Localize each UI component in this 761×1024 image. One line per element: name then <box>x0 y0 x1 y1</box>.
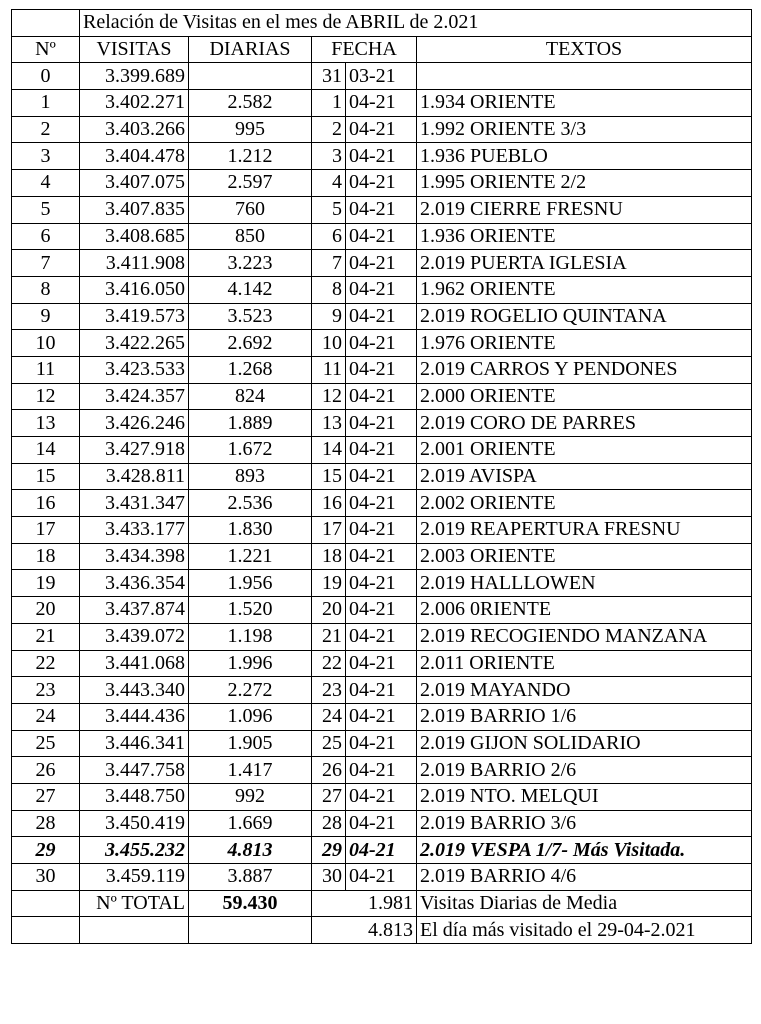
fecha-day-cell: 9 <box>312 303 346 330</box>
diarias-cell: 2.692 <box>189 330 312 357</box>
diarias-cell: 2.582 <box>189 90 312 117</box>
texto-cell: 2.019 MAYANDO <box>417 677 752 704</box>
fecha-month-cell: 04-21 <box>346 730 417 757</box>
texto-cell: 2.019 BARRIO 1/6 <box>417 703 752 730</box>
fecha-day-cell: 1 <box>312 90 346 117</box>
row-number: 21 <box>12 623 80 650</box>
fecha-month-cell: 04-21 <box>346 757 417 784</box>
visitas-cell: 3.444.436 <box>80 703 189 730</box>
visitas-cell: 3.446.341 <box>80 730 189 757</box>
max-row <box>12 917 752 944</box>
visitas-cell: 3.459.119 <box>80 864 189 891</box>
row-number: 18 <box>12 543 80 570</box>
table-row <box>12 623 752 650</box>
texto-cell: 2.000 ORIENTE <box>417 383 752 410</box>
max-value: 4.813 <box>312 917 417 944</box>
fecha-month-cell: 04-21 <box>346 810 417 837</box>
fecha-day-cell: 30 <box>312 864 346 891</box>
fecha-day-cell: 26 <box>312 757 346 784</box>
table-row <box>12 437 752 464</box>
table-row <box>12 383 752 410</box>
row-number: 27 <box>12 783 80 810</box>
fecha-day-cell: 19 <box>312 570 346 597</box>
total-blank-cell <box>12 890 80 917</box>
visitas-cell: 3.450.419 <box>80 810 189 837</box>
diarias-cell <box>189 63 312 90</box>
fecha-month-cell: 04-21 <box>346 196 417 223</box>
fecha-month-cell: 04-21 <box>346 330 417 357</box>
fecha-day-cell: 5 <box>312 196 346 223</box>
fecha-day-cell: 17 <box>312 517 346 544</box>
table-row <box>12 570 752 597</box>
texto-cell: 2.019 AVISPA <box>417 463 752 490</box>
table-row <box>12 490 752 517</box>
fecha-month-cell: 04-21 <box>346 356 417 383</box>
table-row <box>12 837 752 864</box>
fecha-day-cell: 14 <box>312 437 346 464</box>
fecha-day-cell: 13 <box>312 410 346 437</box>
visitas-cell: 3.431.347 <box>80 490 189 517</box>
header-textos: TEXTOS <box>417 36 752 63</box>
row-number: 16 <box>12 490 80 517</box>
row-number: 29 <box>12 837 80 864</box>
fecha-day-cell: 25 <box>312 730 346 757</box>
diarias-cell: 1.905 <box>189 730 312 757</box>
fecha-month-cell: 04-21 <box>346 116 417 143</box>
fecha-day-cell: 2 <box>312 116 346 143</box>
fecha-day-cell: 31 <box>312 63 346 90</box>
diarias-cell: 1.956 <box>189 570 312 597</box>
texto-cell: 1.992 ORIENTE 3/3 <box>417 116 752 143</box>
visitas-cell: 3.427.918 <box>80 437 189 464</box>
visitas-cell: 3.455.232 <box>80 837 189 864</box>
fecha-day-cell: 29 <box>312 837 346 864</box>
title-blank-cell <box>12 10 80 37</box>
visitas-cell: 3.423.533 <box>80 356 189 383</box>
diarias-cell: 3.223 <box>189 250 312 277</box>
fecha-day-cell: 15 <box>312 463 346 490</box>
diarias-cell: 1.996 <box>189 650 312 677</box>
table-row <box>12 143 752 170</box>
diarias-cell: 4.142 <box>189 276 312 303</box>
row-number: 12 <box>12 383 80 410</box>
fecha-month-cell: 04-21 <box>346 623 417 650</box>
row-number: 7 <box>12 250 80 277</box>
row-number: 28 <box>12 810 80 837</box>
fecha-day-cell: 4 <box>312 170 346 197</box>
fecha-day-cell: 23 <box>312 677 346 704</box>
diarias-cell: 4.813 <box>189 837 312 864</box>
diarias-cell: 824 <box>189 383 312 410</box>
row-number: 2 <box>12 116 80 143</box>
diarias-cell: 1.889 <box>189 410 312 437</box>
table-row <box>12 116 752 143</box>
fecha-day-cell: 18 <box>312 543 346 570</box>
max-blank-cell-2 <box>80 917 189 944</box>
fecha-month-cell: 04-21 <box>346 703 417 730</box>
fecha-day-cell: 12 <box>312 383 346 410</box>
table-row <box>12 757 752 784</box>
fecha-day-cell: 28 <box>312 810 346 837</box>
fecha-month-cell: 04-21 <box>346 677 417 704</box>
texto-cell: 2.019 ROGELIO QUINTANA <box>417 303 752 330</box>
diarias-cell: 3.887 <box>189 864 312 891</box>
visitas-cell: 3.403.266 <box>80 116 189 143</box>
visitas-cell: 3.434.398 <box>80 543 189 570</box>
table-row <box>12 303 752 330</box>
table-row <box>12 677 752 704</box>
diarias-cell: 1.198 <box>189 623 312 650</box>
row-number: 24 <box>12 703 80 730</box>
visitas-cell: 3.441.068 <box>80 650 189 677</box>
max-text: El día más visitado el 29-04-2.021 <box>417 917 752 944</box>
diarias-cell: 992 <box>189 783 312 810</box>
diarias-cell: 3.523 <box>189 303 312 330</box>
row-number: 13 <box>12 410 80 437</box>
visitas-cell: 3.407.075 <box>80 170 189 197</box>
table-row <box>12 783 752 810</box>
table-row <box>12 276 752 303</box>
table-row <box>12 356 752 383</box>
row-number: 5 <box>12 196 80 223</box>
fecha-month-cell: 04-21 <box>346 303 417 330</box>
texto-cell: 1.962 ORIENTE <box>417 276 752 303</box>
title-row <box>12 10 752 37</box>
row-number: 10 <box>12 330 80 357</box>
visitas-cell: 3.407.835 <box>80 196 189 223</box>
fecha-month-cell: 04-21 <box>346 864 417 891</box>
fecha-month-cell: 04-21 <box>346 463 417 490</box>
table-row <box>12 703 752 730</box>
row-number: 8 <box>12 276 80 303</box>
row-number: 30 <box>12 864 80 891</box>
texto-cell: 1.936 ORIENTE <box>417 223 752 250</box>
diarias-cell: 1.212 <box>189 143 312 170</box>
table-row <box>12 223 752 250</box>
visitas-cell: 3.443.340 <box>80 677 189 704</box>
texto-cell: 1.936 PUEBLO <box>417 143 752 170</box>
fecha-month-cell: 04-21 <box>346 223 417 250</box>
diarias-cell: 1.221 <box>189 543 312 570</box>
texto-cell: 2.002 ORIENTE <box>417 490 752 517</box>
fecha-month-cell: 04-21 <box>346 837 417 864</box>
table-title: Relación de Visitas en el mes de ABRIL de 2.021 <box>80 10 752 37</box>
texto-cell: 2.003 ORIENTE <box>417 543 752 570</box>
texto-cell: 2.019 CORO DE PARRES <box>417 410 752 437</box>
row-number: 22 <box>12 650 80 677</box>
table-row <box>12 250 752 277</box>
texto-cell: 2.001 ORIENTE <box>417 437 752 464</box>
row-number: 0 <box>12 63 80 90</box>
fecha-month-cell: 04-21 <box>346 170 417 197</box>
fecha-month-cell: 04-21 <box>346 650 417 677</box>
fecha-day-cell: 8 <box>312 276 346 303</box>
row-number: 15 <box>12 463 80 490</box>
texto-cell: 2.019 CIERRE FRESNU <box>417 196 752 223</box>
row-number: 25 <box>12 730 80 757</box>
diarias-cell: 760 <box>189 196 312 223</box>
diarias-cell: 1.096 <box>189 703 312 730</box>
texto-cell: 2.019 BARRIO 3/6 <box>417 810 752 837</box>
visitas-cell: 3.408.685 <box>80 223 189 250</box>
average-value: 1.981 <box>312 890 417 917</box>
table-row <box>12 597 752 624</box>
row-number: 3 <box>12 143 80 170</box>
visitas-cell: 3.447.758 <box>80 757 189 784</box>
visitas-cell: 3.399.689 <box>80 63 189 90</box>
visitas-cell: 3.448.750 <box>80 783 189 810</box>
header-diarias: DIARIAS <box>189 36 312 63</box>
texto-cell: 2.019 PUERTA IGLESIA <box>417 250 752 277</box>
row-number: 9 <box>12 303 80 330</box>
fecha-day-cell: 3 <box>312 143 346 170</box>
texto-cell: 2.011 ORIENTE <box>417 650 752 677</box>
visitas-cell: 3.439.072 <box>80 623 189 650</box>
table-row <box>12 330 752 357</box>
table-row <box>12 810 752 837</box>
max-blank-cell-1 <box>12 917 80 944</box>
fecha-day-cell: 27 <box>312 783 346 810</box>
fecha-day-cell: 24 <box>312 703 346 730</box>
max-blank-cell-3 <box>189 917 312 944</box>
header-row <box>12 36 752 63</box>
fecha-month-cell: 04-21 <box>346 276 417 303</box>
diarias-cell: 1.268 <box>189 356 312 383</box>
texto-cell: 2.019 CARROS Y PENDONES <box>417 356 752 383</box>
diarias-cell: 893 <box>189 463 312 490</box>
fecha-month-cell: 04-21 <box>346 383 417 410</box>
visitas-cell: 3.416.050 <box>80 276 189 303</box>
total-value: 59.430 <box>189 890 312 917</box>
total-label: Nº TOTAL <box>80 890 189 917</box>
diarias-cell: 1.417 <box>189 757 312 784</box>
row-number: 26 <box>12 757 80 784</box>
texto-cell: 1.934 ORIENTE <box>417 90 752 117</box>
visitas-cell: 3.428.811 <box>80 463 189 490</box>
fecha-month-cell: 04-21 <box>346 490 417 517</box>
texto-cell: 2.019 BARRIO 2/6 <box>417 757 752 784</box>
visitas-cell: 3.424.357 <box>80 383 189 410</box>
fecha-month-cell: 04-21 <box>346 597 417 624</box>
visitas-cell: 3.419.573 <box>80 303 189 330</box>
texto-cell: 1.995 ORIENTE 2/2 <box>417 170 752 197</box>
table-row <box>12 63 752 90</box>
texto-cell: 2.019 NTO. MELQUI <box>417 783 752 810</box>
fecha-day-cell: 16 <box>312 490 346 517</box>
fecha-month-cell: 04-21 <box>346 90 417 117</box>
texto-cell: 2.019 BARRIO 4/6 <box>417 864 752 891</box>
row-number: 19 <box>12 570 80 597</box>
fecha-month-cell: 04-21 <box>346 543 417 570</box>
diarias-cell: 1.520 <box>189 597 312 624</box>
fecha-day-cell: 7 <box>312 250 346 277</box>
texto-cell: 2.019 VESPA 1/7- Más Visitada. <box>417 837 752 864</box>
diarias-cell: 2.536 <box>189 490 312 517</box>
texto-cell: 2.019 HALLLOWEN <box>417 570 752 597</box>
fecha-month-cell: 04-21 <box>346 517 417 544</box>
visitas-cell: 3.437.874 <box>80 597 189 624</box>
table-row <box>12 864 752 891</box>
visitas-cell: 3.422.265 <box>80 330 189 357</box>
visitas-cell: 3.433.177 <box>80 517 189 544</box>
row-number: 17 <box>12 517 80 544</box>
diarias-cell: 1.672 <box>189 437 312 464</box>
fecha-month-cell: 04-21 <box>346 410 417 437</box>
table-row <box>12 170 752 197</box>
fecha-month-cell: 04-21 <box>346 570 417 597</box>
header-n: Nº <box>12 36 80 63</box>
table-row <box>12 543 752 570</box>
texto-cell <box>417 63 752 90</box>
row-number: 14 <box>12 437 80 464</box>
diarias-cell: 2.272 <box>189 677 312 704</box>
row-number: 20 <box>12 597 80 624</box>
fecha-day-cell: 6 <box>312 223 346 250</box>
fecha-day-cell: 21 <box>312 623 346 650</box>
visitas-cell: 3.402.271 <box>80 90 189 117</box>
fecha-month-cell: 03-21 <box>346 63 417 90</box>
diarias-cell: 850 <box>189 223 312 250</box>
fecha-day-cell: 20 <box>312 597 346 624</box>
visitas-cell: 3.404.478 <box>80 143 189 170</box>
fecha-month-cell: 04-21 <box>346 250 417 277</box>
row-number: 6 <box>12 223 80 250</box>
table-row <box>12 90 752 117</box>
visits-table <box>11 9 752 944</box>
table-row <box>12 463 752 490</box>
table-row <box>12 730 752 757</box>
diarias-cell: 1.669 <box>189 810 312 837</box>
visitas-cell: 3.411.908 <box>80 250 189 277</box>
header-visitas: VISITAS <box>80 36 189 63</box>
header-fecha: FECHA <box>312 36 417 63</box>
table-row <box>12 517 752 544</box>
row-number: 23 <box>12 677 80 704</box>
row-number: 11 <box>12 356 80 383</box>
row-number: 1 <box>12 90 80 117</box>
visitas-cell: 3.426.246 <box>80 410 189 437</box>
diarias-cell: 1.830 <box>189 517 312 544</box>
fecha-day-cell: 11 <box>312 356 346 383</box>
texto-cell: 1.976 ORIENTE <box>417 330 752 357</box>
fecha-day-cell: 10 <box>312 330 346 357</box>
row-number: 4 <box>12 170 80 197</box>
texto-cell: 2.019 GIJON SOLIDARIO <box>417 730 752 757</box>
fecha-month-cell: 04-21 <box>346 143 417 170</box>
texto-cell: 2.006 0RIENTE <box>417 597 752 624</box>
diarias-cell: 995 <box>189 116 312 143</box>
fecha-month-cell: 04-21 <box>346 437 417 464</box>
total-row <box>12 890 752 917</box>
texto-cell: 2.019 REAPERTURA FRESNU <box>417 517 752 544</box>
average-text: Visitas Diarias de Media <box>417 890 752 917</box>
diarias-cell: 2.597 <box>189 170 312 197</box>
texto-cell: 2.019 RECOGIENDO MANZANA <box>417 623 752 650</box>
fecha-month-cell: 04-21 <box>346 783 417 810</box>
table-row <box>12 650 752 677</box>
table-row <box>12 196 752 223</box>
visitas-cell: 3.436.354 <box>80 570 189 597</box>
table-row <box>12 410 752 437</box>
fecha-day-cell: 22 <box>312 650 346 677</box>
